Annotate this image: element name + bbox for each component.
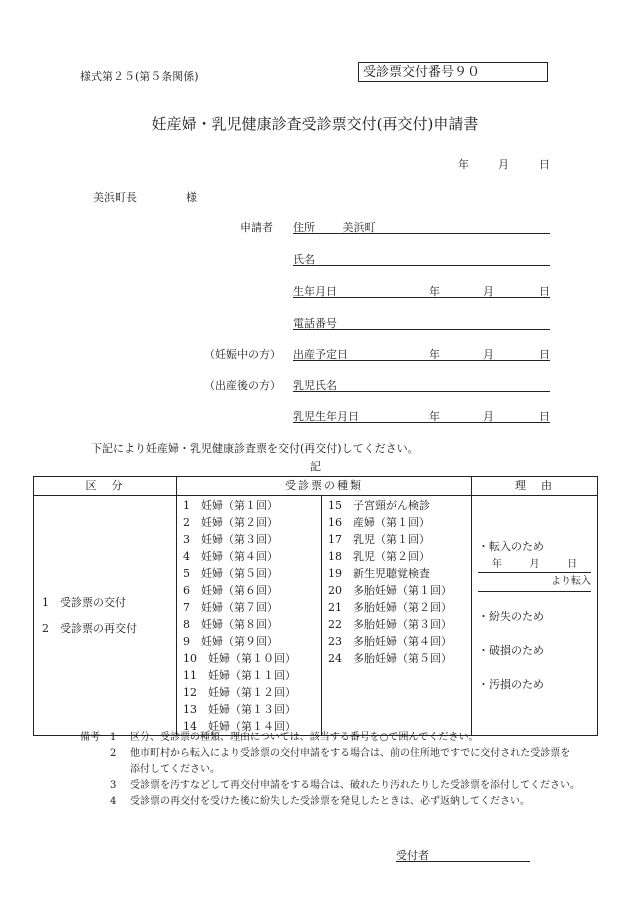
due-year: 年 [429,348,440,361]
intro-text: 下記により妊産婦・乳児健康診査票を交付(再交付)してください。 [91,442,419,455]
note-text: 受診票を汚すなどして再交付申請をする場合は、破れたり汚れたりした受診票を添付してください。 [130,780,580,791]
type-item[interactable]: 14 妊婦（第１４回） [183,720,296,733]
note-number: 1 [110,732,117,743]
due-day: 日 [539,348,550,361]
type-item[interactable]: 18 乳児（第２回） [328,550,430,563]
move-in-year: 年 [491,558,502,570]
type-item[interactable]: 13 妊婦（第１３回） [183,703,296,716]
infant-dob-label: 乳児生年月日 [293,410,359,423]
dob-label: 生年月日 [293,285,337,298]
date-day: 日 [539,158,550,171]
type-item[interactable]: 16 産婦（第１回） [328,516,430,529]
type-item[interactable]: 6 妊婦（第６回） [183,584,278,597]
type-item[interactable]: 19 新生児聴覚検査 [328,567,430,580]
note-number: 2 [110,748,117,759]
due-date-field[interactable] [293,346,550,361]
ki-mark: 記 [310,460,321,473]
note-text: 区分、受診票の種類、理由については、該当する番号を○で囲んでください。 [130,732,479,743]
note-text: 他市町村から転入により受診票の交付申請をする場合は、前の住所地ですでに交付された受診票を添付してください。 [130,748,571,775]
move-in-month: 月 [529,558,540,570]
postbirth-note: （出産後の方） [204,379,281,392]
name-field[interactable] [293,251,550,266]
kubun-reissue[interactable]: 2 受診票の再交付 [42,621,137,635]
type-item[interactable]: 17 乳児（第１回） [328,533,430,546]
form-number: 様式第２５(第５条関係) [80,70,199,83]
type-item[interactable]: 3 妊婦（第３回） [183,533,278,546]
infant-dob-field[interactable] [293,408,550,423]
phone-field[interactable] [293,315,550,330]
application-table [33,476,598,736]
applicant-label: 申請者 [240,221,273,234]
notes-section [80,730,580,810]
types-left-cell [177,496,322,736]
infant-name-label: 乳児氏名 [293,379,337,392]
type-item[interactable]: 11 妊婦（第１１回） [183,669,296,682]
move-in-day: 日 [567,558,578,570]
type-item[interactable]: 9 妊婦（第９回） [183,635,278,648]
date-year: 年 [458,158,469,171]
honorific: 様 [186,191,197,204]
type-item[interactable]: 20 多胎妊婦（第１回） [328,584,452,597]
address-label: 住所 [293,221,315,234]
infant-name-field[interactable] [293,377,550,392]
note-text: 受診票の再交付を受けた後に紛失した受診票を発見したときは、必ず返納してください。 [130,796,530,807]
dob-day: 日 [539,285,550,298]
ticket-number-box: 受診票交付番号９０ [358,62,548,82]
receiver-field[interactable] [396,847,530,862]
receiver-label: 受付者 [396,849,429,862]
type-item[interactable]: 15 子宮頸がん検診 [328,499,430,512]
dob-field[interactable] [293,283,550,298]
reason-move-in[interactable]: ・転入のため [478,539,544,553]
due-month: 月 [483,348,494,361]
dob-month: 月 [483,285,494,298]
infant-dob-month: 月 [483,410,494,423]
reason-damaged[interactable]: ・破損のため [478,643,544,657]
type-item[interactable]: 5 妊婦（第５回） [183,567,278,580]
type-item[interactable]: 21 多胎妊婦（第２回） [328,601,452,614]
note-number: 3 [110,780,117,791]
header-types: 受診票の種類 [177,477,472,496]
type-item[interactable]: 10 妊婦（第１０回） [183,652,296,665]
kubun-cell [34,496,177,736]
kubun-issue[interactable]: 1 受診票の交付 [42,595,126,609]
type-item[interactable]: 2 妊婦（第２回） [183,516,278,529]
infant-dob-year: 年 [429,410,440,423]
date-month: 月 [498,158,509,171]
type-item[interactable]: 23 多胎妊婦（第４回） [328,635,452,648]
due-date-label: 出産予定日 [293,348,348,361]
type-item[interactable]: 22 多胎妊婦（第３回） [328,618,452,631]
move-in-from[interactable]: より転入 [478,573,591,592]
types-right-cell [322,496,472,736]
pregnant-note: （妊娠中の方） [204,348,281,361]
infant-dob-day: 日 [539,410,550,423]
header-kubun: 区 分 [34,477,177,496]
type-item[interactable]: 1 妊婦（第１回） [183,499,278,512]
reason-lost[interactable]: ・紛失のため [478,609,544,623]
address-value: 美浜町 [342,221,376,234]
header-reason: 理 由 [472,477,598,496]
reason-cell [472,496,598,736]
note-number: 4 [110,796,117,807]
type-item[interactable]: 4 妊婦（第４回） [183,550,278,563]
phone-label: 電話番号 [293,317,337,330]
type-item[interactable]: 24 多胎妊婦（第５回） [328,652,452,665]
notes-label: 備考 [80,732,100,743]
name-label: 氏名 [293,253,315,266]
type-item[interactable]: 7 妊婦（第７回） [183,601,278,614]
address-field[interactable] [293,219,550,234]
dob-year: 年 [429,285,440,298]
move-in-date[interactable] [478,558,591,573]
addressee: 美浜町長 [93,191,137,204]
type-item[interactable]: 8 妊婦（第８回） [183,618,278,631]
type-item[interactable]: 12 妊婦（第１２回） [183,686,296,699]
page-title: 妊産婦・乳児健康診査受診票交付(再交付)申請書 [151,115,479,133]
reason-dirty[interactable]: ・汚損のため [478,677,544,691]
